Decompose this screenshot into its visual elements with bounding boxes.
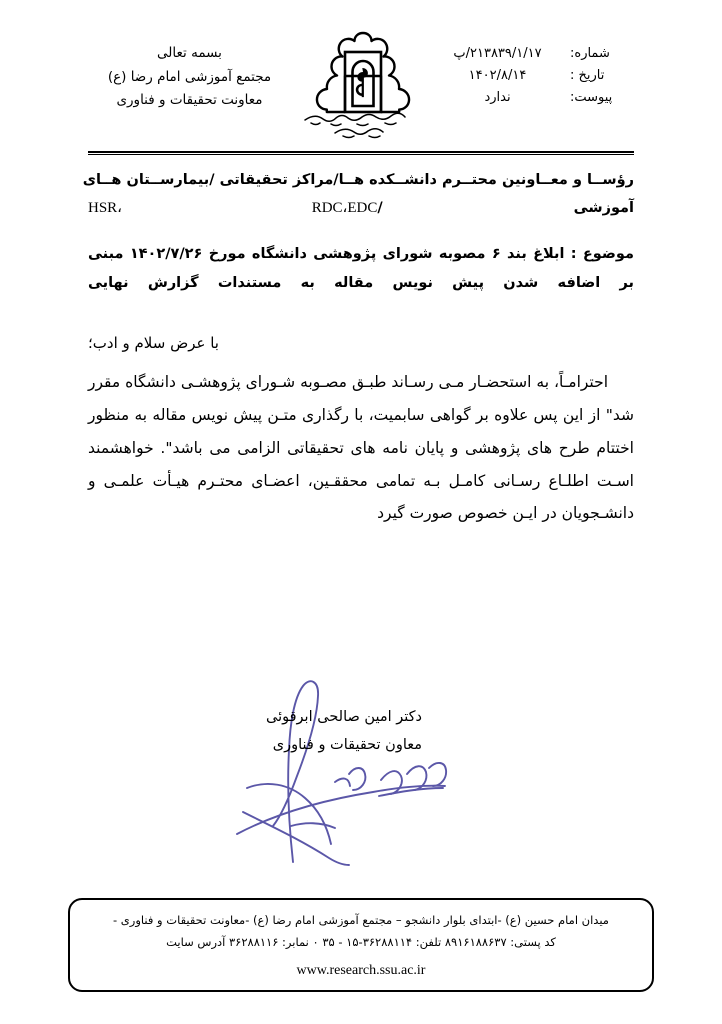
subject-block [88,240,634,298]
letter-header [0,28,722,143]
signatory-name: دکتر امین صالحی ابرقوئی [266,709,422,725]
addressee-line-2 [88,194,634,223]
footer-address: میدان امام حسین (ع) -ابتدای بلوار دانشجو – مجتمع آموزشی امام رضا (ع) -معاونت تحقیقات و فناوری - [113,913,609,927]
addressee-block [82,166,634,224]
addressee-line-1: رؤســا و معــاونین محتــرم دانشــکده هــا/مراکز تحقیقاتی /بیمارســتان هــای [82,172,634,188]
subject-line-2: بر اضافه شدن پیش نویس مقاله به مستندات گزارش نهایی [88,275,634,291]
divider-thin-line [88,154,634,155]
bismillah-text: بسمه تعالی [157,45,222,61]
header-divider [88,151,634,156]
signatory-block [0,703,722,760]
signatory-title: معاون تحقیقات و فناوری [272,737,422,754]
meta-row-attachment [429,90,634,105]
subject-line-1: موضوع : ابلاغ بند ۶ مصوبه شورای پژوهشی دانشگاه مورخ ۱۴۰۲/۷/۲۶ مبنی [88,246,634,262]
body-paragraph: احترامـاً، به استحضـار مـی رسـاند طبـق مصـوبه شـورای پژوهشـی دانشگاه مقرر شد" از این پس علاوه بر گواهی سابمیت، با رگذاری متـن پیش نویس مقاله به منظور اختتام طرح های پژوهشی و پایان نامه های تحقیقاتی الزامی می باشد". خواهشمند اسـت اطلـاع رسـانی کامـل بـه تمامی محققـین، اعضـای محتـرم هیـأت علمـی و دانشـجویان در ایـن خصوص صورت گیرد [88,373,634,523]
organization-header [82,28,297,113]
addressee-line-2-fa: آموزشی / [377,200,634,217]
university-logo [297,28,429,140]
footer-box [68,898,654,992]
body-text [88,366,634,530]
addressee-line-2-latin: HSR، RDC،EDC [88,200,378,217]
greeting-text: با عرض سلام و ادب؛ [88,334,219,352]
number-label: شماره: [570,46,610,61]
meta-row-number [429,46,634,61]
meta-row-date [429,68,634,83]
footer-content [70,900,652,984]
number-value: ۲۱۳۸۳۹/۱/۱۷/پ [453,46,542,61]
date-label: تاریخ : [570,68,605,83]
footer-contact: کد پستی: ۸۹۱۶۱۸۸۶۳۷ تلفن: ۳۶۲۸۸۱۱۴-۱۵ - ۳۵ ۰ نمابر: ۳۶۲۸۸۱۱۶ آدرس سایت [166,935,556,950]
footer-website[interactable]: www.research.ssu.ac.ir [296,962,426,978]
date-value: ۱۴۰۲/۸/۱۴ [468,68,527,83]
document-meta [429,28,634,112]
attachment-value: ندارد [484,90,511,105]
organization-name: مجتمع آموزشی امام رضا (ع) [107,68,272,85]
attachment-label: پیوست: [570,90,613,105]
university-logo-container [297,28,429,140]
department-name: معاونت تحقیقات و فناوری [116,92,263,109]
